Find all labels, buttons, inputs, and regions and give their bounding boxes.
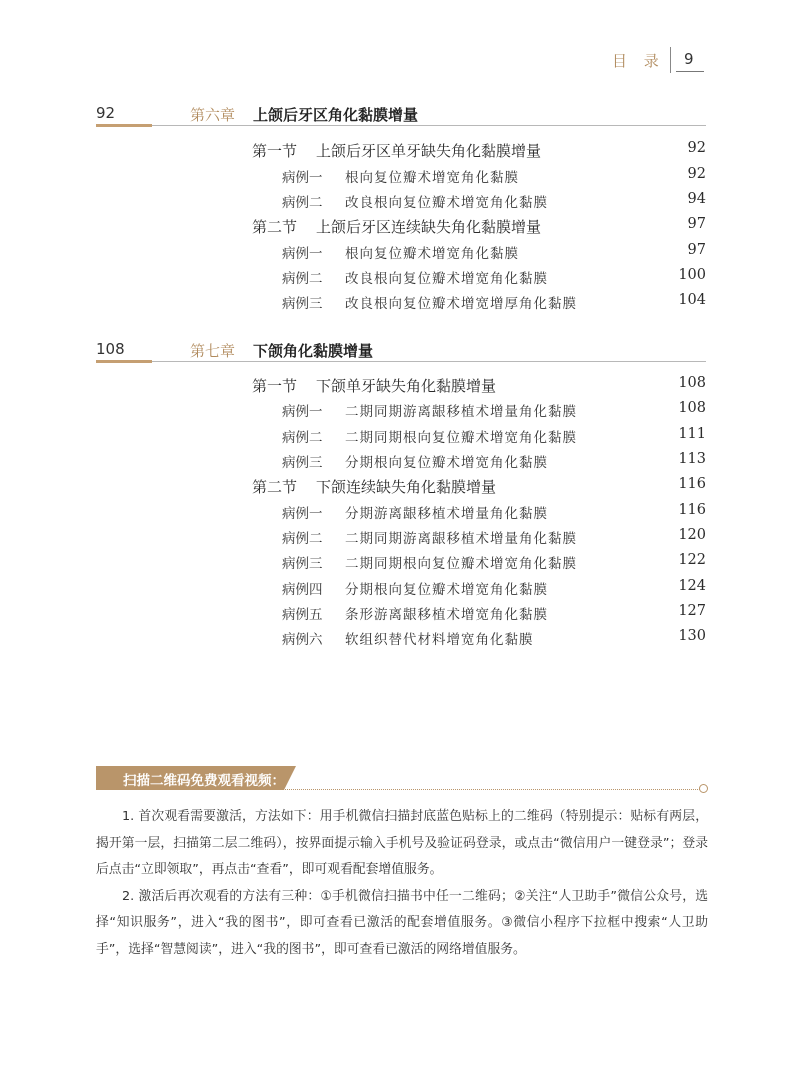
case-title: 二期同期游离龈移植术增量角化黏膜: [345, 404, 577, 420]
case-page: 122: [678, 552, 706, 568]
case-label: 病例三: [282, 296, 323, 312]
qr-banner-text: 扫描二维码免费观看视频：: [123, 773, 285, 789]
section-page: 97: [687, 216, 706, 232]
case-page: 92: [687, 166, 706, 182]
case-label: 病例二: [282, 531, 323, 547]
case-title: 条形游离龈移植术增宽角化黏膜: [345, 607, 548, 623]
chapter-7-title: 下颌角化黏膜增量: [253, 342, 374, 360]
section-title: 上颌后牙区单牙缺失角化黏膜增量: [316, 142, 542, 160]
case-label: 病例一: [282, 170, 323, 186]
case-title: 根向复位瓣术增宽角化黏膜: [345, 246, 519, 262]
case-label: 病例四: [282, 582, 323, 598]
chapter-7-page: 108: [96, 340, 125, 358]
section-title: 上颌后牙区连续缺失角化黏膜增量: [316, 218, 542, 236]
case-label: 病例三: [282, 556, 323, 572]
case-page: 97: [687, 242, 706, 258]
section-label: 第一节: [252, 377, 298, 395]
case-label: 病例二: [282, 271, 323, 287]
chapter-6-title: 上颌后牙区角化黏膜增量: [253, 106, 419, 124]
case-page: 94: [687, 191, 706, 207]
page-number: 9: [684, 50, 694, 68]
section-label: 第二节: [252, 478, 298, 496]
qr-dotted-rule: [96, 789, 700, 790]
section-page: 92: [687, 140, 706, 156]
qr-rule-end-circle: [699, 784, 708, 793]
qr-banner-tail: [284, 766, 296, 790]
case-page: 108: [678, 400, 706, 416]
case-title: 二期同期游离龈移植术增量角化黏膜: [345, 531, 577, 547]
case-title: 分期根向复位瓣术增宽角化黏膜: [345, 582, 548, 598]
qr-paragraph-2: 2. 激活后再次观看的方法有三种：①手机微信扫描书中任一二维码；②关注“人卫助手”微信公众号，选择“知识服务”，进入“我的图书”，即可查看已激活的配套增值服务。③微信小程序下拉框中搜索“人卫助手”，选择“智慧阅读”，进入“我的图书”，即可查看已激活的网络增值服务。: [96, 888, 708, 957]
section-title: 下颌单牙缺失角化黏膜增量: [316, 377, 497, 395]
case-label: 病例一: [282, 506, 323, 522]
case-label: 病例六: [282, 632, 323, 648]
chapter-6-rule-accent: [96, 124, 152, 127]
qr-instructions: [96, 804, 708, 963]
chapter-7-rule: [96, 361, 706, 362]
case-title: 分期游离龈移植术增量角化黏膜: [345, 506, 548, 522]
case-page: 130: [678, 628, 706, 644]
section-label: 第一节: [252, 142, 298, 160]
qr-paragraph-1: 1. 首次观看需要激活，方法如下：用手机微信扫描封底蓝色贴标上的二维码（特别提示：贴标有两层，揭开第一层，扫描第二层二维码），按界面提示输入手机号及验证码登录，或点击“微信用户一键登录”；登录后点击“立即领取”，再点击“查看”，即可观看配套增值服务。: [96, 809, 708, 877]
case-title: 二期同期根向复位瓣术增宽角化黏膜: [345, 430, 577, 446]
case-page: 127: [678, 603, 706, 619]
case-label: 病例一: [282, 246, 323, 262]
case-title: 改良根向复位瓣术增宽角化黏膜: [345, 271, 548, 287]
chapter-7-rule-accent: [96, 360, 152, 363]
section-page: 108: [678, 375, 706, 391]
case-page: 113: [678, 451, 706, 467]
chapter-6-tag: 第六章: [190, 106, 236, 124]
case-title: 改良根向复位瓣术增宽角化黏膜: [345, 195, 548, 211]
case-title: 根向复位瓣术增宽角化黏膜: [345, 170, 519, 186]
chapter-6-page: 92: [96, 104, 116, 122]
page-number-underline: [676, 71, 704, 72]
case-page: 104: [678, 292, 706, 308]
case-title: 二期同期根向复位瓣术增宽角化黏膜: [345, 556, 577, 572]
case-label: 病例一: [282, 404, 323, 420]
case-page: 111: [678, 426, 706, 442]
case-title: 改良根向复位瓣术增宽增厚角化黏膜: [345, 296, 577, 312]
case-page: 116: [678, 502, 706, 518]
case-page: 100: [678, 267, 706, 283]
case-page: 124: [678, 578, 706, 594]
section-page: 116: [678, 476, 706, 492]
chapter-7-tag: 第七章: [190, 342, 236, 360]
section-title: 下颌连续缺失角化黏膜增量: [316, 478, 497, 496]
case-title: 分期根向复位瓣术增宽角化黏膜: [345, 455, 548, 471]
section-label: 第二节: [252, 218, 298, 236]
case-label: 病例三: [282, 455, 323, 471]
running-header-label: 目 录: [612, 52, 665, 70]
case-label: 病例二: [282, 195, 323, 211]
case-label: 病例五: [282, 607, 323, 623]
chapter-6-rule: [96, 125, 706, 126]
case-page: 120: [678, 527, 706, 543]
case-title: 软组织替代材料增宽角化黏膜: [345, 632, 534, 648]
header-divider: [670, 47, 671, 73]
case-label: 病例二: [282, 430, 323, 446]
